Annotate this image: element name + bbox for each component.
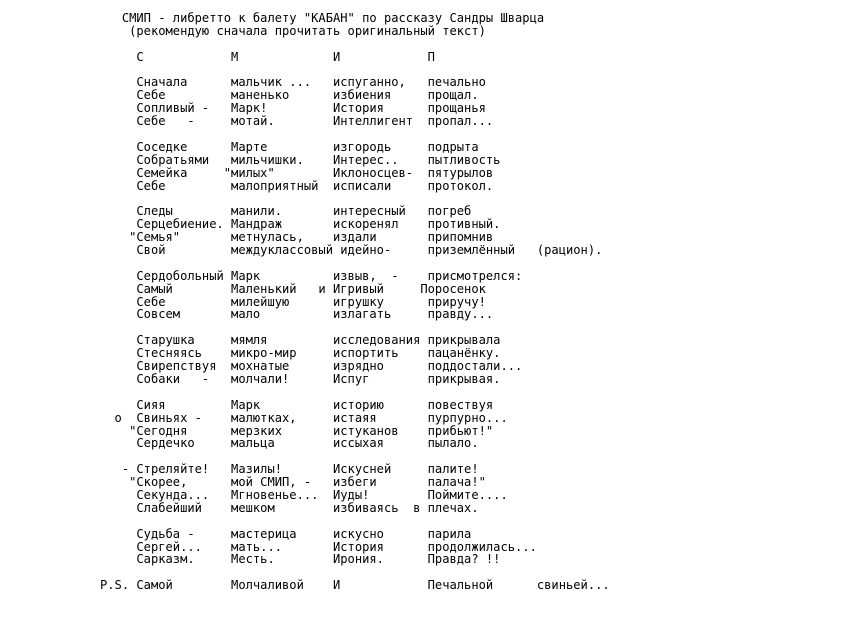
text-line: Следы манили. интересный погреб	[100, 204, 472, 219]
text-line: Себе - мотай. Интеллигент пропал...	[100, 114, 494, 129]
text-line	[0, 386, 610, 399]
text-line: "Сегодня мерзких истуканов прибьют!"	[100, 423, 494, 438]
document-title: СМИП - либретто к балету "КАБАН" по рассказу Сандры Шварца	[100, 11, 545, 25]
text-line: С М И П	[100, 49, 435, 64]
text-line: "Семья" метнулась, издали припомнив	[100, 230, 494, 245]
text-line: P.S. Самой Молчаливой И Печальной свиньей...	[100, 578, 610, 593]
text-line: Соседке Марте изгородь подрыта	[100, 139, 479, 154]
text-line	[0, 515, 610, 528]
text-line: Совсем мало излагать правду...	[100, 307, 494, 322]
text-line: - Стреляйте! Мазилы! Искусней палите!	[100, 462, 479, 477]
text-line: Старушка мямля исследования прикрывала	[100, 333, 501, 348]
text-line: Сопливый - Марк! История прощанья	[100, 101, 486, 116]
text-line: Себе малоприятный исписали протокол.	[100, 178, 494, 193]
text-line: Сияя Марк историю повествуя	[100, 397, 494, 412]
text-line: Слабейший мешком избиваясь в плечах.	[100, 500, 479, 515]
text-line: Стесняясь микро-мир испортить пацанёнку.	[100, 346, 501, 361]
text-line: Судьба - мастерица искусно парила	[100, 526, 472, 541]
text-line	[0, 128, 610, 141]
text-line: Себе маненько избиения прощал.	[100, 88, 479, 103]
text-line	[0, 38, 610, 51]
text-line: Сначала мальчик ... испуганно, печально	[100, 75, 486, 90]
text-line: Собратьями мильчишки. Интерес.. пытливость	[100, 152, 501, 167]
text-line	[0, 257, 610, 270]
text-line: Сарказм. Месть. Ирония. Правда? !!	[100, 552, 501, 567]
text-line: Сердобольный Марк извыв, - присмотрелся:	[100, 268, 523, 283]
text-line: о Свиньях - малютках, истаяя пурпурно...	[100, 410, 508, 425]
document-subtitle: (рекомендую сначала прочитать оригинальный текст)	[100, 23, 486, 38]
text-line: Самый Маленький и Игривый Поросенок	[100, 281, 486, 296]
text-line: Семейка "милых" Иклоносцев- пятурылов	[100, 165, 494, 180]
text-line: Сердечко мальца иссыхая пылало.	[100, 436, 479, 451]
text-line: Себе милейшую игрушку приручу!	[100, 294, 486, 309]
text-line: Секунда... Мгновенье... Иуды! Поймите....	[100, 487, 508, 502]
text-line: Серцебиение. Мандраж искоренял противный.	[100, 217, 501, 232]
libretto-text	[0, 12, 610, 592]
text-line: Свой междуклассовый идейно- приземлённый (рацион).	[100, 243, 603, 258]
text-line: Свирепствуя мохнатые изрядно поддостали...	[100, 359, 523, 374]
text-line: Сергей... мать... История продолжилась...	[100, 539, 537, 554]
text-line: "Скорее, мой СМИП, - избеги палача!"	[100, 475, 486, 490]
text-line: Собаки - молчали! Испуг прикрывая.	[100, 371, 501, 386]
